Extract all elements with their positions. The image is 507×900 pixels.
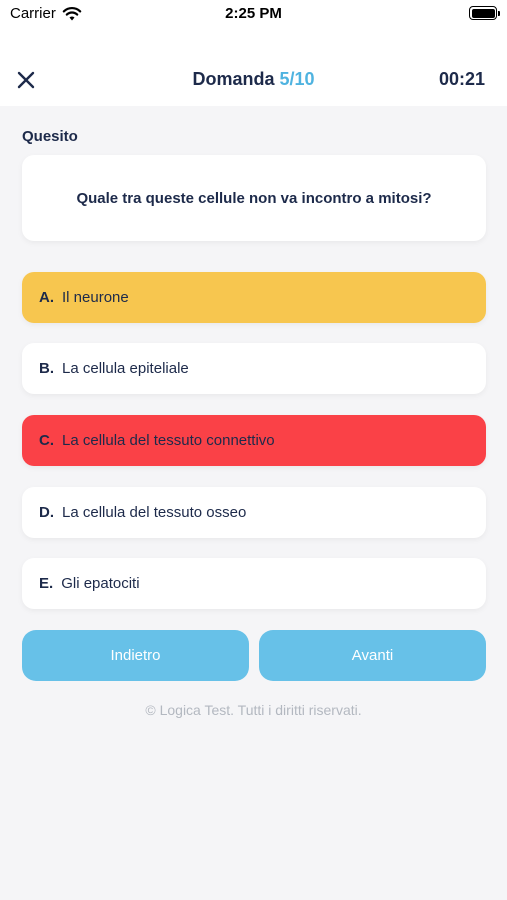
answer-letter: C. bbox=[39, 432, 54, 449]
answer-option-b[interactable] bbox=[22, 343, 486, 394]
header-title-label: Domanda bbox=[192, 69, 275, 89]
copyright-footer: © Logica Test. Tutti i diritti riservati. bbox=[145, 702, 362, 718]
answer-option-a[interactable] bbox=[22, 272, 486, 323]
next-button[interactable]: Avanti bbox=[259, 630, 486, 681]
question-progress: 5/10 bbox=[279, 69, 315, 89]
status-bar bbox=[0, 0, 507, 30]
answer-text: Il neurone bbox=[62, 289, 129, 306]
question-counter bbox=[0, 69, 507, 90]
answer-letter: B. bbox=[39, 360, 54, 377]
answer-text: La cellula del tessuto osseo bbox=[62, 504, 247, 521]
answer-option-e[interactable] bbox=[22, 558, 486, 609]
quiz-header bbox=[0, 30, 507, 106]
answer-text: La cellula epiteliale bbox=[62, 360, 189, 377]
answer-letter: D. bbox=[39, 504, 54, 521]
answer-letter: A. bbox=[39, 289, 54, 306]
back-button[interactable]: Indietro bbox=[22, 630, 249, 681]
answer-option-d[interactable] bbox=[22, 487, 486, 538]
section-label: Quesito bbox=[22, 128, 78, 145]
progress-total: 10 bbox=[294, 69, 315, 89]
battery-icon bbox=[469, 6, 497, 20]
carrier-label: Carrier bbox=[10, 5, 56, 22]
question-card bbox=[22, 155, 486, 241]
question-text: Quale tra queste cellule non va incontro a mitosi? bbox=[76, 189, 432, 207]
progress-current: 5 bbox=[279, 69, 290, 89]
quiz-timer: 00:21 bbox=[438, 69, 485, 89]
answer-option-c[interactable] bbox=[22, 415, 486, 466]
status-time: 2:25 PM bbox=[225, 5, 282, 22]
answer-text: La cellula del tessuto connettivo bbox=[62, 432, 275, 449]
answer-letter: E. bbox=[39, 575, 54, 592]
answer-text: Gli epatociti bbox=[61, 575, 140, 592]
